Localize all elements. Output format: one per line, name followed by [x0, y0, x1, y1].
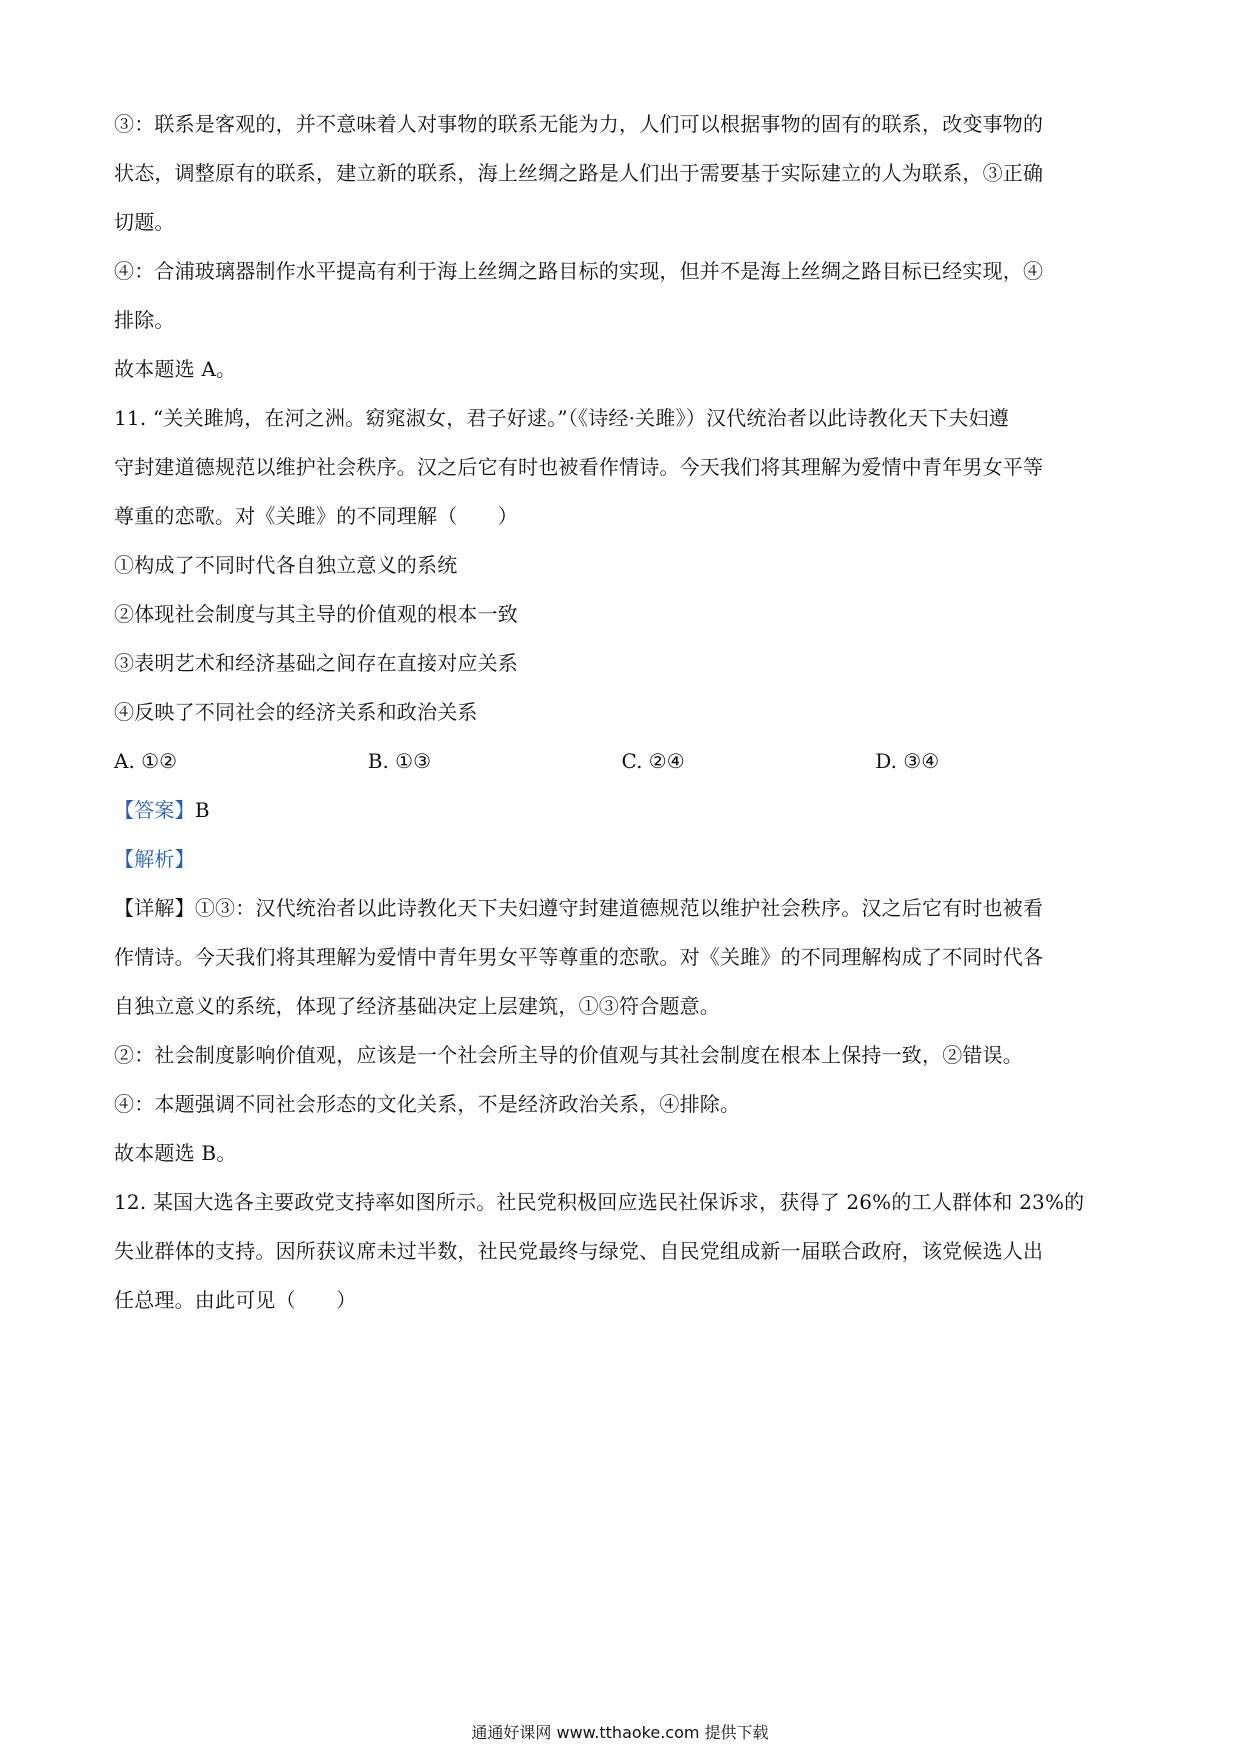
footer-text: 通通好课网 www.tthaoke.com 提供下载: [471, 1723, 769, 1742]
paragraph-line: 状态，调整原有的联系，建立新的联系，海上丝绸之路是人们出于需要基于实际建立的人为联系，③正确: [114, 161, 1044, 185]
detail-line: [114, 884, 1129, 933]
answer-line: [114, 786, 1129, 835]
option-b: B. ①③: [367, 749, 432, 773]
detail-text: ①③：汉代统治者以此诗教化天下夫妇遵守封建道德规范以维护社会秩序。汉之后它有时也被看: [194, 896, 1044, 920]
explanation-2: ②：社会制度影响价值观，应该是一个社会所主导的价值观与其社会制度在根本上保持一致，②错误。: [114, 1043, 1023, 1067]
statement-1: ①构成了不同时代各自独立意义的系统: [114, 553, 458, 577]
statement-4: ④反映了不同社会的经济关系和政治关系: [114, 700, 478, 724]
detail-line: 作情诗。今天我们将其理解为爱情中青年男女平等尊重的恋歌。对《关雎》的不同理解构成了不同时代各: [114, 945, 1044, 969]
answer-value: B: [194, 798, 210, 822]
answer-conclusion: 故本题选 A。: [114, 357, 237, 381]
question-11-stem-line: 守封建道德规范以维护社会秩序。汉之后它有时也被看作情诗。今天我们将其理解为爱情中青年男女平等: [114, 455, 1044, 479]
answer-tag: 【答案】: [114, 798, 195, 822]
option-a: A. ①②: [114, 749, 178, 773]
statement-2: ②体现社会制度与其主导的价值观的根本一致: [114, 602, 518, 626]
statement-3: ③表明艺术和经济基础之间存在直接对应关系: [114, 651, 518, 675]
paragraph-line: ③：联系是客观的，并不意味着人对事物的联系无能为力，人们可以根据事物的固有的联系，改变事物的: [114, 112, 1044, 136]
explanation-4: ④：本题强调不同社会形态的文化关系，不是经济政治关系，④排除。: [114, 1092, 741, 1116]
question-12-stem-line: 失业群体的支持。因所获议席未过半数，社民党最终与绿党、自民党组成新一届联合政府，该党候选人出: [114, 1239, 1044, 1263]
question-11-stem-line: 11. “关关雎鸠，在河之洲。窈窕淑女，君子好逑。”（《诗经·关雎》）汉代统治者以此诗教化天下夫妇遵: [114, 406, 1009, 430]
analysis-tag: 【解析】: [114, 847, 195, 871]
answer-conclusion: 故本题选 B。: [114, 1141, 237, 1165]
answer-options: [114, 737, 1129, 786]
question-12-stem-line: 12. 某国大选各主要政党支持率如图所示。社民党积极回应选民社保诉求，获得了 26%的工人群体和 23%的: [114, 1190, 1085, 1214]
detail-line: 自独立意义的系统，体现了经济基础决定上层建筑，①③符合题意。: [114, 994, 720, 1018]
paragraph-line: 切题。: [114, 210, 175, 234]
question-11-stem-line: 尊重的恋歌。对《关雎》的不同理解（ ）: [114, 504, 518, 528]
analysis-line: [114, 835, 1129, 884]
option-c: C. ②④: [621, 749, 685, 773]
question-12-stem-line: 任总理。由此可见（ ）: [114, 1288, 357, 1312]
paragraph-line: ④：合浦玻璃器制作水平提高有利于海上丝绸之路目标的实现，但并不是海上丝绸之路目标已经实现，④: [114, 259, 1044, 283]
option-d: D. ③④: [875, 749, 940, 773]
document-content: [114, 100, 1129, 1325]
detail-tag: 【详解】: [114, 896, 195, 920]
paragraph-line: 排除。: [114, 308, 175, 332]
